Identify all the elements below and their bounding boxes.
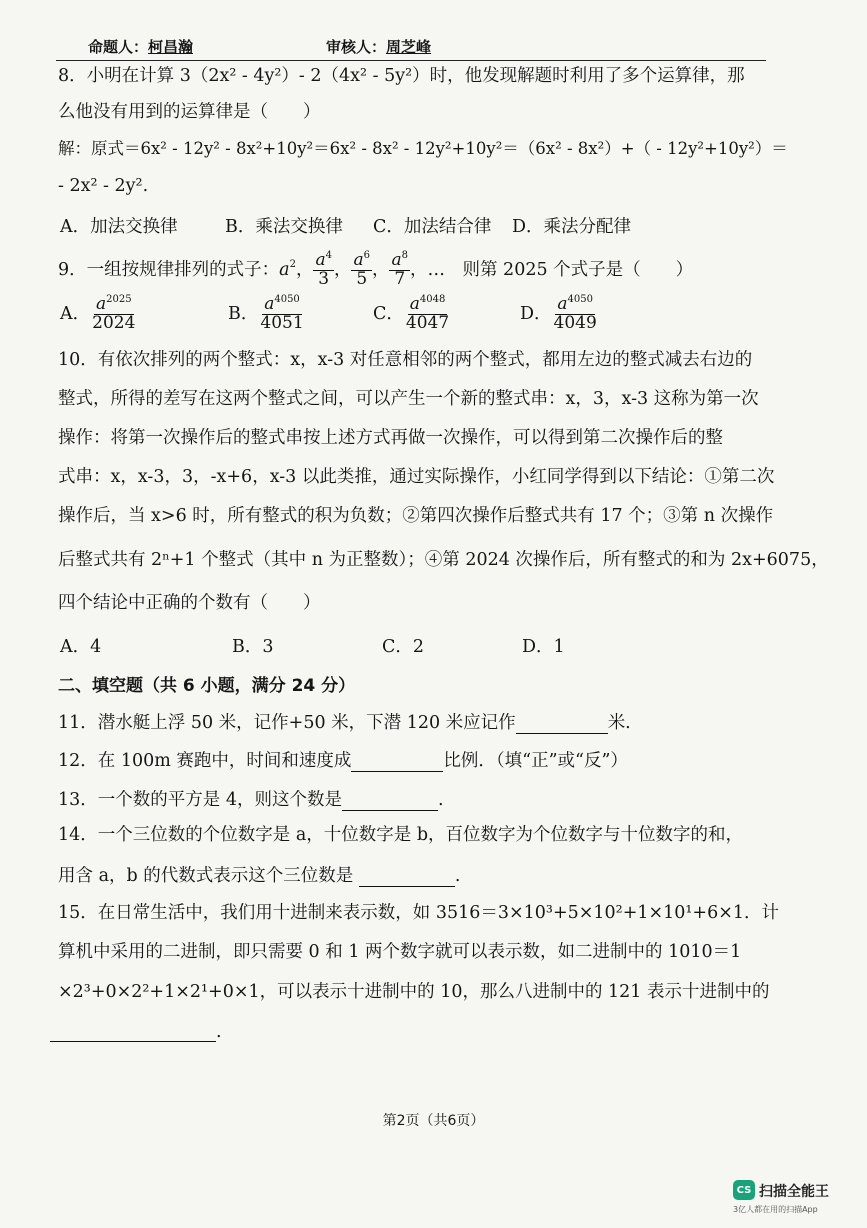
q8-solution-line-1: 解：原式＝6x² - 12y² - 8x²+10y²＝6x² - 8x² - 12y²+10y²＝（6x² - 8x²）+（ - 12y²+10y²）＝ bbox=[58, 139, 788, 158]
q9-term-2: $\frac{a^6}{5}$ bbox=[353, 250, 370, 289]
q10-line-5: 操作后，当 x>6 时，所有整式的积为负数；②第四次操作后整式共有 17 个；③第 n 次操作 bbox=[58, 506, 774, 526]
q9-option-a: A． $\frac{a^{2025}}{2024}$ bbox=[60, 294, 136, 333]
q9-first-exp: 2 bbox=[289, 258, 296, 270]
q13-answer-blank[interactable] bbox=[342, 792, 438, 811]
q15-answer-line: . bbox=[50, 1022, 222, 1042]
q12: 12．在 100m 赛跑中，时间和速度成 比例．（填“正”或“反”） bbox=[58, 751, 628, 771]
q10-line-6: 后整式共有 2ⁿ+1 个整式（其中 n 为正整数）；④第 2024 次操作后，所有整式的和为 2x+6075， bbox=[58, 550, 829, 570]
q8-stem-line-2: 么他没有用到的运算律是（ ） bbox=[58, 102, 321, 122]
q12-answer-blank[interactable] bbox=[351, 753, 443, 772]
reviewer-label: 审核人： bbox=[326, 38, 387, 56]
q9-option-c: C． $\frac{a^{4048}}{4047}$ bbox=[373, 294, 450, 333]
q9-option-b: B． $\frac{a^{4050}}{4051}$ bbox=[228, 294, 304, 333]
scanner-watermark bbox=[733, 1178, 853, 1218]
q10-line-4: 式串：x，x-3，3，-x+6，x-3 以此类推，通过实际操作，小红同学得到以下结论：①第二次 bbox=[58, 467, 775, 487]
q10-option-b: B．3 bbox=[232, 637, 274, 657]
q11-answer-blank[interactable] bbox=[516, 715, 608, 734]
q8-option-c: C．加法结合律 bbox=[373, 217, 492, 237]
page-number: 第2页（共6页） bbox=[382, 1113, 485, 1129]
q10-option-d: D．1 bbox=[522, 637, 565, 657]
q10-line-1: 10．有依次排列的两个整式：x，x-3 对任意相邻的两个整式，都用左边的整式减去右边的 bbox=[58, 350, 753, 370]
watermark-tagline: 3亿人都在用的扫描App bbox=[733, 1205, 818, 1214]
setter-field bbox=[88, 36, 193, 57]
q9-stem: 9．一组按规律排列的式子：$a^2$， $\frac{a^4}{3}$ ， $\frac{a^6}{5}$ ， $\frac{a^8}{7}$ ，… 则第 2025 个式子是（ ） bbox=[58, 250, 694, 289]
q8-option-a: A．加法交换律 bbox=[60, 217, 178, 237]
setter-label: 命题人： bbox=[88, 38, 149, 56]
q9-stem-prefix: 9．一组按规律排列的式子： bbox=[58, 259, 280, 280]
q10-option-a: A．4 bbox=[60, 637, 102, 657]
setter-name: 柯昌瀚 bbox=[148, 38, 194, 56]
q15-answer-blank[interactable] bbox=[50, 1023, 216, 1042]
q10-line-2: 整式，所得的差写在这两个整式之间，可以产生一个新的整式串：x，3，x-3 这称为第一次 bbox=[58, 389, 759, 409]
section-title: 二、填空题（共 6 小题，满分 24 分） bbox=[58, 676, 356, 696]
q10-option-c: C．2 bbox=[382, 637, 425, 657]
q11: 11．潜水艇上浮 50 米，记作+50 米，下潜 120 米应记作 米. bbox=[58, 713, 631, 733]
q8-solution-line-2: - 2x² - 2y². bbox=[58, 176, 149, 196]
q14-answer-blank[interactable] bbox=[359, 868, 455, 887]
reviewer-field bbox=[326, 36, 431, 57]
q14-line-1: 14．一个三位数的个位数字是 a，十位数字是 b，百位数字为个位数字与十位数字的和， bbox=[58, 825, 744, 845]
q9-term-1: $\frac{a^4}{3}$ bbox=[315, 250, 332, 289]
q15-line-1: 15．在日常生活中，我们用十进制来表示数，如 3516＝3×10³+5×10²+1×10¹+6×1．计 bbox=[58, 903, 780, 923]
q9-term-3: $\frac{a^8}{7}$ bbox=[391, 250, 408, 289]
q14-line-2: 用含 a，b 的代数式表示这个三位数是 . bbox=[58, 866, 461, 886]
q13: 13．一个数的平方是 4，则这个数是 . bbox=[58, 790, 444, 810]
q9-stem-suffix: ，… 则第 2025 个式子是（ ） bbox=[410, 259, 694, 280]
watermark-name: 扫描全能王 bbox=[759, 1184, 829, 1200]
q10-line-3: 操作：将第一次操作后的整式串按上述方式再做一次操作，可以得到第二次操作后的整 bbox=[58, 428, 723, 448]
camscanner-logo-icon: CS bbox=[733, 1180, 755, 1200]
q9-first-term: a bbox=[279, 259, 290, 280]
q8-option-d: D．乘法分配律 bbox=[512, 217, 632, 237]
q15-line-3: ×2³+0×2²+1×2¹+0×1，可以表示十进制中的 10，那么八进制中的 121 表示十进制中的 bbox=[58, 982, 770, 1002]
q10-line-7: 四个结论中正确的个数有（ ） bbox=[58, 593, 321, 613]
q15-line-2: 算机中采用的二进制，即只需要 0 和 1 两个数字就可以表示数，如二进制中的 1010＝1 bbox=[58, 942, 742, 962]
page-header bbox=[56, 34, 766, 61]
q9-option-d: D． $\frac{a^{4050}}{4049}$ bbox=[520, 294, 597, 333]
reviewer-name: 周芝峰 bbox=[386, 38, 432, 56]
q8-option-b: B．乘法交换律 bbox=[225, 217, 343, 237]
q8-stem-line-1: 8．小明在计算 3（2x² - 4y²）- 2（4x² - 5y²）时，他发现解题时利用了多个运算律，那 bbox=[58, 66, 745, 86]
